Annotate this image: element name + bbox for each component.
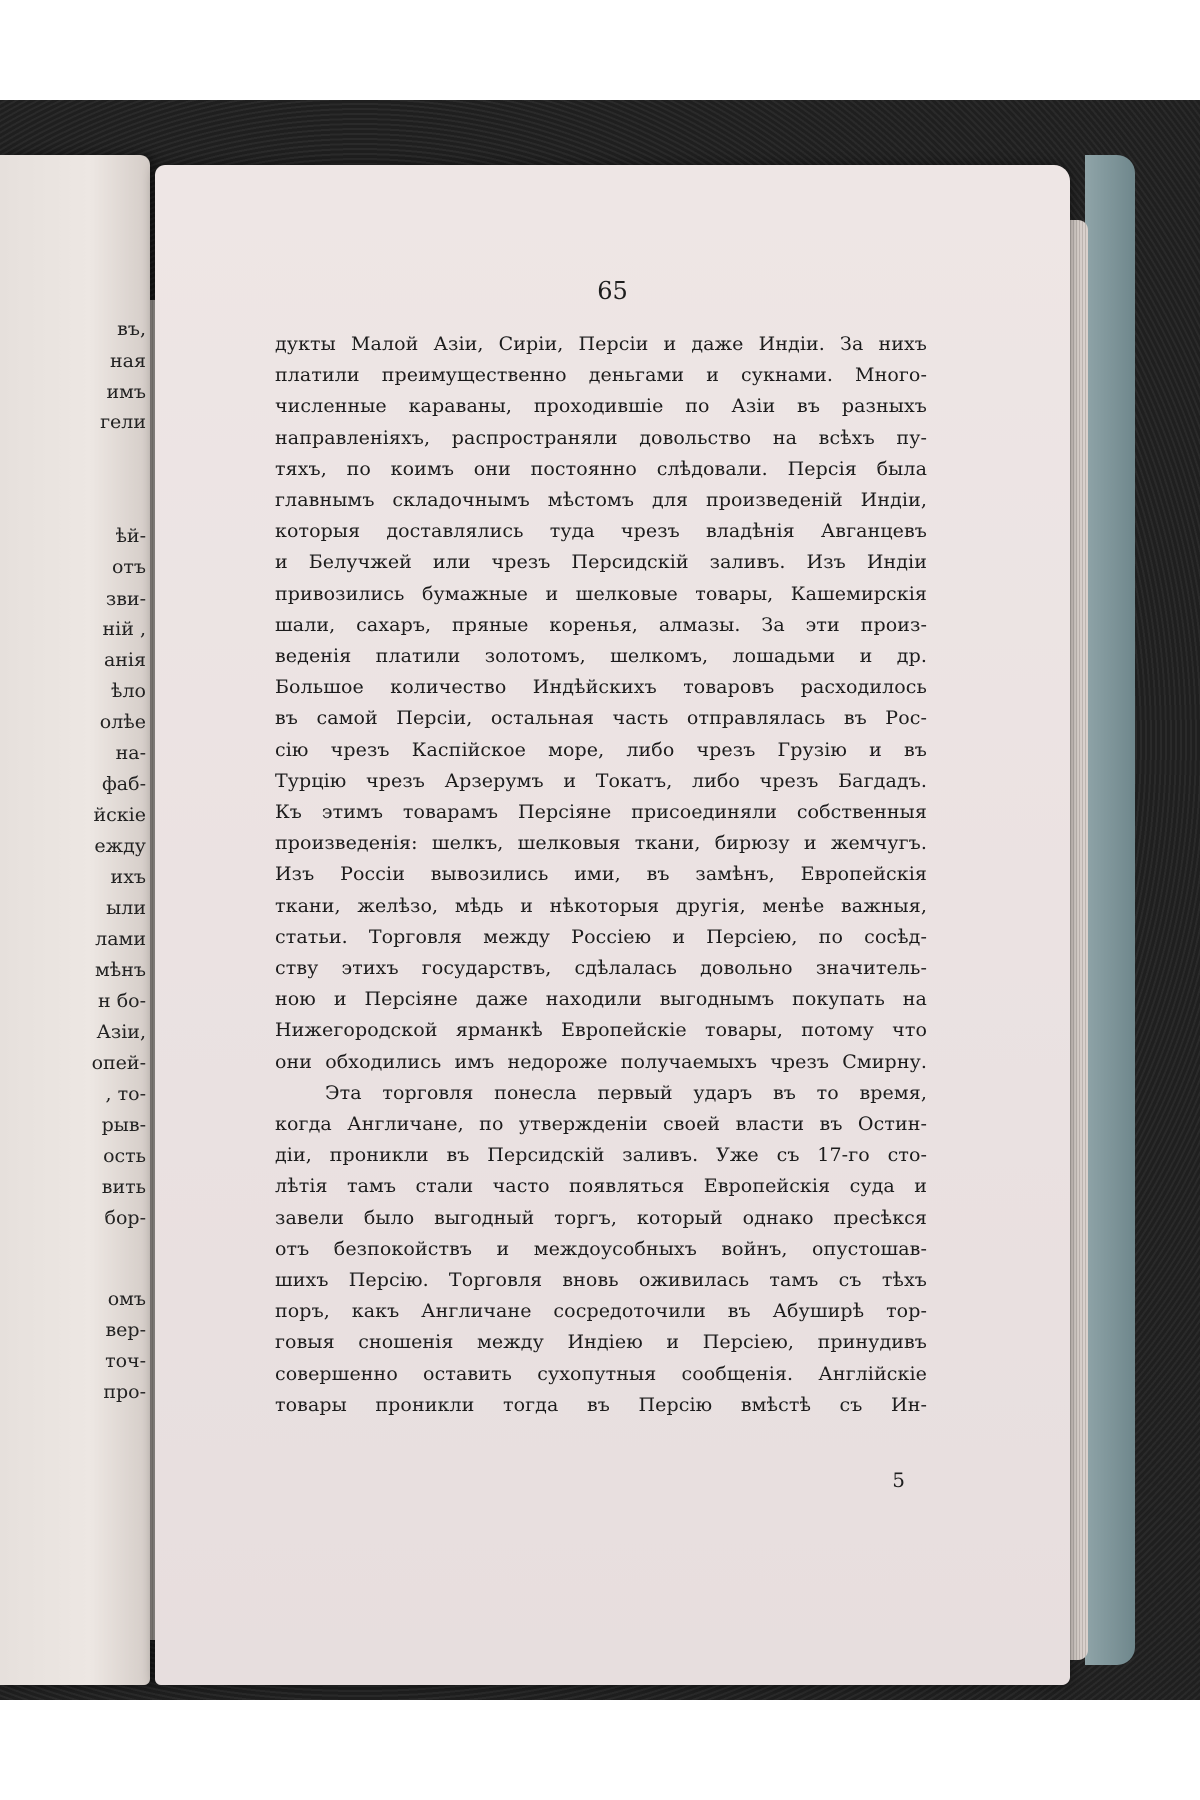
text-line: отъ безпокойствъ и междоусобныхъ войнъ, опустошав- — [275, 1238, 927, 1260]
text-line: направленіяхъ, распространяли довольство на всѣхъ пу- — [275, 427, 927, 449]
left-page-fragment: ыли — [106, 897, 146, 919]
left-page-fragment: ѣло — [111, 680, 146, 702]
left-page-fragment: ній , — [102, 618, 146, 640]
left-page-fragment: йскіе — [93, 804, 146, 826]
left-page-fragment: вер- — [105, 1319, 146, 1341]
text-line: статьи. Торговля между Россіею и Персіею, по сосѣд- — [275, 926, 927, 948]
left-page-fragment: имъ — [106, 381, 146, 403]
text-line: шихъ Персію. Торговля вновь оживилась тамъ съ тѣхъ — [275, 1269, 927, 1291]
text-line: говыя сношенія между Индіею и Персіею, принудивъ — [275, 1331, 927, 1353]
text-line: Нижегородской ярманкѣ Европейскіе товары, потому что — [275, 1019, 927, 1041]
text-line: товары проникли тогда въ Персію вмѣстѣ съ Ин- — [275, 1394, 927, 1416]
text-line: платили преимущественно деньгами и сукнами. Много- — [275, 364, 927, 386]
left-page-fragment: н бо- — [97, 990, 146, 1012]
left-page-fragment: въ, — [117, 318, 146, 340]
left-page-fragment: ная — [110, 350, 146, 372]
left-page-fragment: ежду — [94, 835, 146, 857]
text-line: совершенно оставить сухопутныя сообщенія. Англійскіе — [275, 1363, 927, 1385]
left-page-fragment: на- — [115, 742, 146, 764]
left-page-fragment: зви- — [105, 588, 146, 610]
blue-endpaper — [1085, 155, 1135, 1665]
left-page-fragment: вить — [101, 1176, 146, 1198]
left-page-fragment: омъ — [107, 1288, 146, 1310]
text-line: численные караваны, проходившіе по Азіи въ разныхъ — [275, 395, 927, 417]
left-page-fragment: мѣнъ — [95, 959, 146, 981]
text-line: шали, сахаръ, пряные коренья, алмазы. За эти произ- — [275, 614, 927, 636]
left-page-fragment: анія — [103, 649, 146, 671]
text-line: Большое количество Индѣйскихъ товаровъ расходилось — [275, 676, 927, 698]
left-page-fragment: отъ — [111, 556, 146, 578]
text-line: когда Англичане, по утвержденіи своей власти въ Остин- — [275, 1113, 927, 1135]
book-photo — [0, 100, 1200, 1700]
text-line: тяхъ, по коимъ они постоянно слѣдовали. Персія была — [275, 458, 927, 480]
page-number: 65 — [597, 277, 628, 305]
left-page-fragment: ихъ — [110, 866, 146, 888]
left-page-fragment: ость — [103, 1145, 146, 1167]
signature-mark: 5 — [892, 1468, 905, 1492]
left-page-fragment: фаб- — [101, 773, 146, 795]
text-line: лѣтія тамъ стали часто появляться Европейскія суда и — [275, 1175, 927, 1197]
left-page-fragment: опей- — [91, 1052, 146, 1074]
text-line: діи, проникли въ Персидскій заливъ. Уже съ 17-го сто- — [275, 1144, 927, 1166]
text-line: произведенія: шелкъ, шелковыя ткани, бирюзу и жемчугъ. — [275, 832, 927, 854]
left-page-fragment: лами — [95, 928, 146, 950]
text-line: они обходились имъ недороже получаемыхъ чрезъ Смирну. — [275, 1051, 927, 1073]
right-page — [155, 165, 1070, 1685]
text-line: ною и Персіяне даже находили выгоднымъ покупать на — [275, 988, 927, 1010]
text-line: поръ, какъ Англичане сосредоточили въ Абуширѣ тор- — [275, 1300, 927, 1322]
text-line: Къ этимъ товарамъ Персіяне присоединяли собственныя — [275, 801, 927, 823]
text-line: привозились бумажные и шелковые товары, Кашемирскія — [275, 583, 927, 605]
text-line: въ самой Персіи, остальная часть отправлялась въ Рос- — [275, 707, 927, 729]
left-page-fragment: про- — [103, 1381, 146, 1403]
left-page-fragment: олѣе — [99, 711, 146, 733]
left-page-fragment: гели — [100, 411, 146, 433]
left-page-fragment: точ- — [105, 1350, 146, 1372]
left-page-fragment: бор- — [104, 1207, 146, 1229]
text-line: ткани, желѣзо, мѣдь и нѣкоторыя другія, менѣе важныя, — [275, 895, 927, 917]
text-line: Турцію чрезъ Арзерумъ и Токатъ, либо чрезъ Багдадъ. — [275, 770, 927, 792]
text-line: завели было выгодный торгъ, который однако пресѣкся — [275, 1207, 927, 1229]
text-line: сію чрезъ Каспійское море, либо чрезъ Грузію и въ — [275, 739, 927, 761]
text-line: которыя доставлялись туда чрезъ владѣнія Авганцевъ — [275, 520, 927, 542]
text-line: ству этихъ государствъ, сдѣлалась довольно значитель- — [275, 957, 927, 979]
text-line: веденія платили золотомъ, шелкомъ, лошадьми и др. — [275, 645, 927, 667]
text-line: главнымъ складочнымъ мѣстомъ для произведеній Индіи, — [275, 489, 927, 511]
text-line: дукты Малой Азіи, Сиріи, Персіи и даже Индіи. За нихъ — [275, 333, 927, 355]
left-page-fragment: рыв- — [101, 1114, 146, 1136]
text-line: Изъ Россіи вывозились ими, въ замѣнъ, Европейскія — [275, 863, 927, 885]
left-page-fragment: ѣй- — [115, 525, 146, 547]
left-page-fragment: , то- — [105, 1083, 146, 1105]
left-page — [0, 155, 150, 1685]
text-line: и Белучжей или чрезъ Персидскій заливъ. Изъ Индіи — [275, 551, 927, 573]
left-page-fragment: Азіи, — [96, 1021, 146, 1043]
text-line: Эта торговля понесла первый ударъ въ то время, — [325, 1082, 927, 1104]
